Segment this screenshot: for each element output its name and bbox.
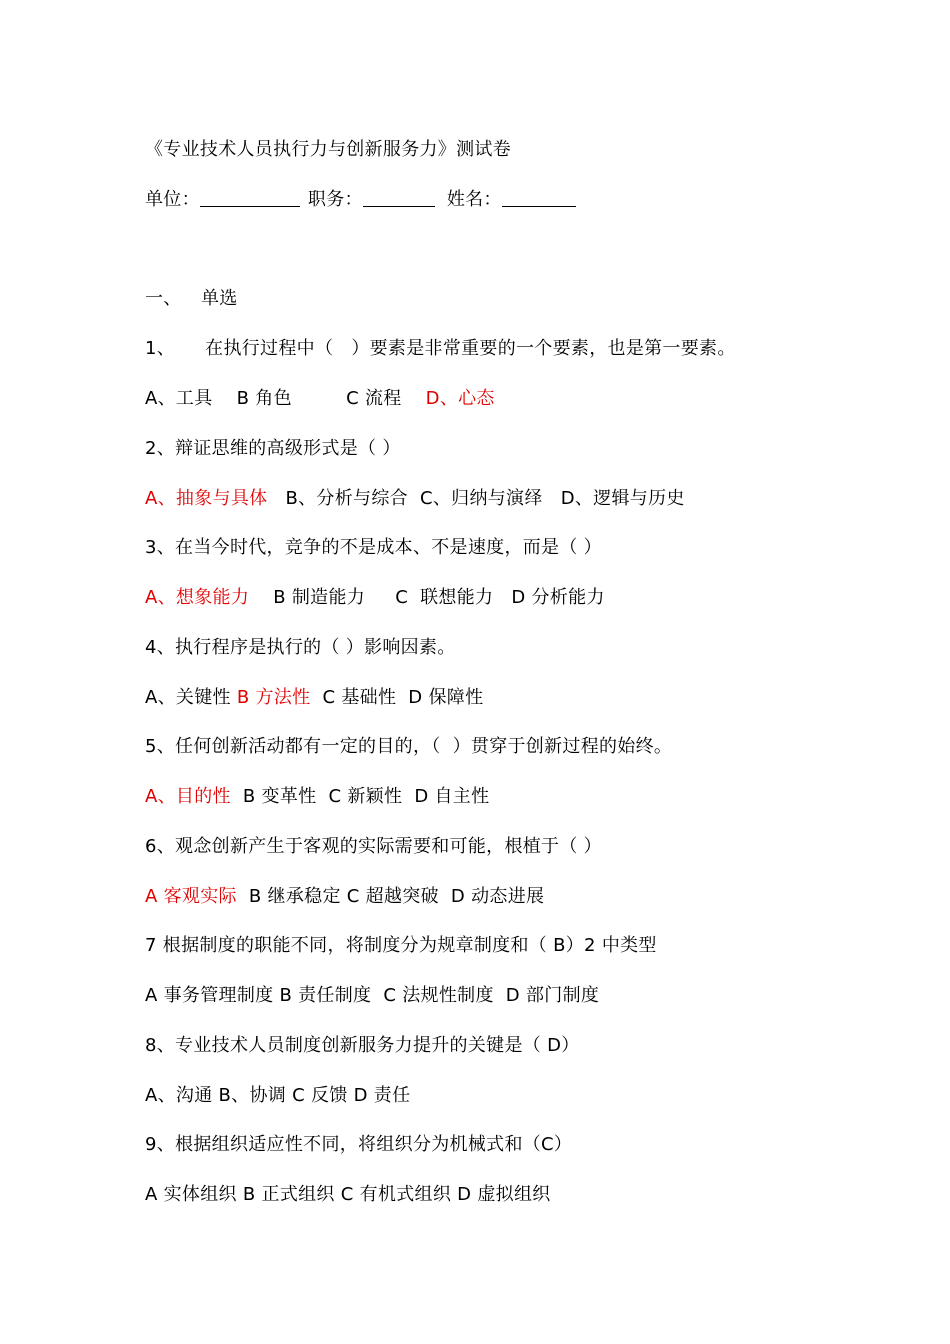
position-label: 职务： (307, 189, 363, 210)
question-options (145, 785, 489, 809)
option: A 实体组织 B 正式组织 C 有机式组织 D 虚拟组织 (145, 1184, 551, 1205)
question-stem: 2、辩证思维的高级形式是（ ） (145, 438, 401, 459)
question-options (145, 1183, 551, 1207)
question-stem: 4、执行程序是执行的（ ）影响因素。 (145, 637, 456, 658)
correct-option: A、抽象与具体 (145, 488, 268, 509)
section-label: 单选 (201, 288, 238, 309)
correct-option: A、目的性 (145, 786, 231, 807)
question-stem: 7 根据制度的职能不同，将制度分为规章制度和（ B）2 中类型 (145, 935, 657, 956)
option: A、沟通 B、协调 C 反馈 D 责任 (145, 1085, 411, 1106)
name-label: 姓名： (446, 189, 502, 210)
question-options (145, 1084, 410, 1108)
correct-option: A 客观实际 (145, 886, 237, 907)
name-blank (502, 188, 576, 207)
option: A、工具 (145, 388, 237, 409)
exam-title: 《专业技术人员执行力与创新服务力》测试卷 (145, 139, 511, 160)
question-stem: 1、 在执行过程中（ ）要素是非常重要的一个要素，也是第一要素。 (145, 338, 736, 359)
option: A、关键性 (145, 687, 237, 708)
question-options (145, 984, 599, 1008)
header-fields-row (145, 188, 576, 212)
correct-option: A、想象能力 (145, 587, 250, 608)
question-stem: 5、任何创新活动都有一定的目的，（ ）贯穿于创新过程的始终。 (145, 736, 673, 757)
option: B 角色 (236, 388, 347, 409)
question-stem: 9、根据组织适应性不同，将组织分为机械式和（C） (145, 1134, 573, 1155)
question-options (145, 387, 495, 411)
option: B 继承稳定 C 超越突破 D 动态进展 (236, 886, 545, 907)
question-options (145, 885, 544, 909)
unit-blank (200, 188, 300, 207)
question-stem: 8、专业技术人员制度创新服务力提升的关键是（ D） (145, 1035, 580, 1056)
option: A 事务管理制度 B 责任制度 C 法规性制度 D 部门制度 (145, 985, 600, 1006)
correct-option: B 方法性 (236, 687, 311, 708)
option: C 基础性 D 保障性 (310, 687, 484, 708)
question-stem: 6、观念创新产生于客观的实际需要和可能，根植于（ ） (145, 836, 602, 857)
question-options (145, 686, 483, 710)
section-number: 一、 (145, 288, 182, 309)
question-stem: 3、在当今时代，竞争的不是成本、不是速度，而是（ ） (145, 537, 602, 558)
correct-option: D、心态 (425, 388, 495, 409)
option: B 制造能力 C 联想能力 D 分析能力 (249, 587, 605, 608)
unit-label: 单位： (145, 189, 200, 210)
question-options (145, 586, 605, 610)
option: C 流程 (346, 388, 426, 409)
option: B、分析与综合 C、归纳与演绎 D、逻辑与历史 (267, 488, 685, 509)
section-heading (145, 287, 238, 311)
position-blank (363, 188, 435, 207)
option: B 变革性 C 新颖性 D 自主性 (230, 786, 490, 807)
question-options (145, 487, 685, 511)
